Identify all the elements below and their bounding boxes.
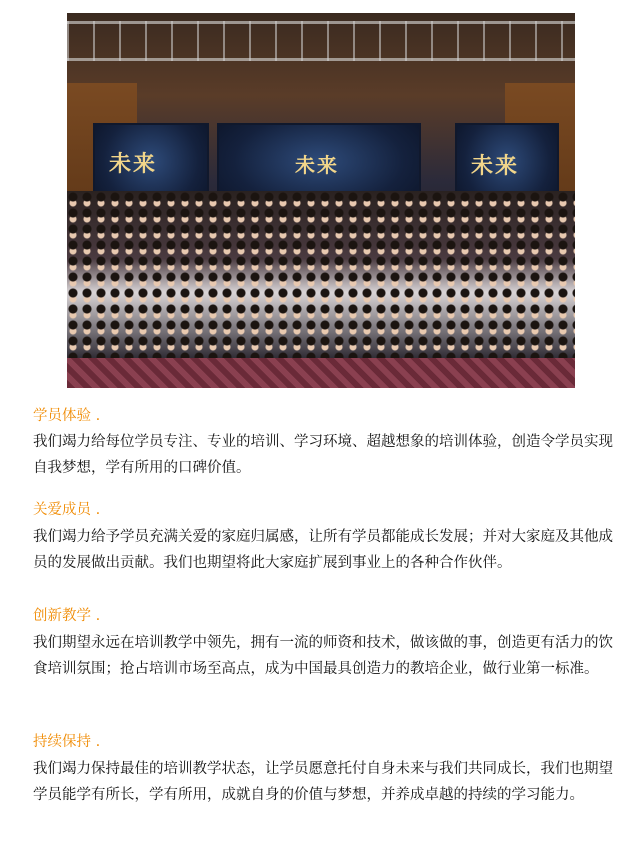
section-body-sustained: 我们竭力保持最佳的培训教学状态，让学员愿意托付自身未来与我们共同成长，我们也期望学员能学有所长，学有所用，成就自身的价值与梦想，并养成卓越的持续的学习能力。 <box>33 761 613 803</box>
section-body-student-experience: 我们竭力给每位学员专注、专业的培训、学习环境、超越想象的培训体验，创造令学员实现自我梦想，学有所用的口碑价值。 <box>33 434 613 476</box>
section-title-innovative-teaching: 创新教学 . <box>33 608 101 624</box>
section-body-innovative-teaching: 我们期望永远在培训教学中领先，拥有一流的师资和技术，做该做的事，创造更有活力的饮食培训氛围；抢占培训市场至高点，成为中国最具创造力的教培企业，做行业第一标准。 <box>33 635 613 677</box>
section-title-sustained: 持续保持 . <box>33 734 101 750</box>
group-photo <box>67 13 575 388</box>
stage-truss <box>67 21 575 61</box>
screen-left-text: 未来 <box>109 151 158 177</box>
crowd <box>67 191 575 360</box>
carpet <box>67 358 575 388</box>
screen-right-text: 未来 <box>471 153 520 179</box>
screen-center-text: 未来 <box>295 153 339 177</box>
section-title-care-members: 关爱成员 . <box>33 502 101 518</box>
section-title-student-experience: 学员体验 . <box>33 408 101 424</box>
section-body-care-members: 我们竭力给予学员充满关爱的家庭归属感，让所有学员都能成长发展；并对大家庭及其他成员的发展做出贡献。我们也期望将此大家庭扩展到事业上的各种合作伙伴。 <box>33 529 613 571</box>
